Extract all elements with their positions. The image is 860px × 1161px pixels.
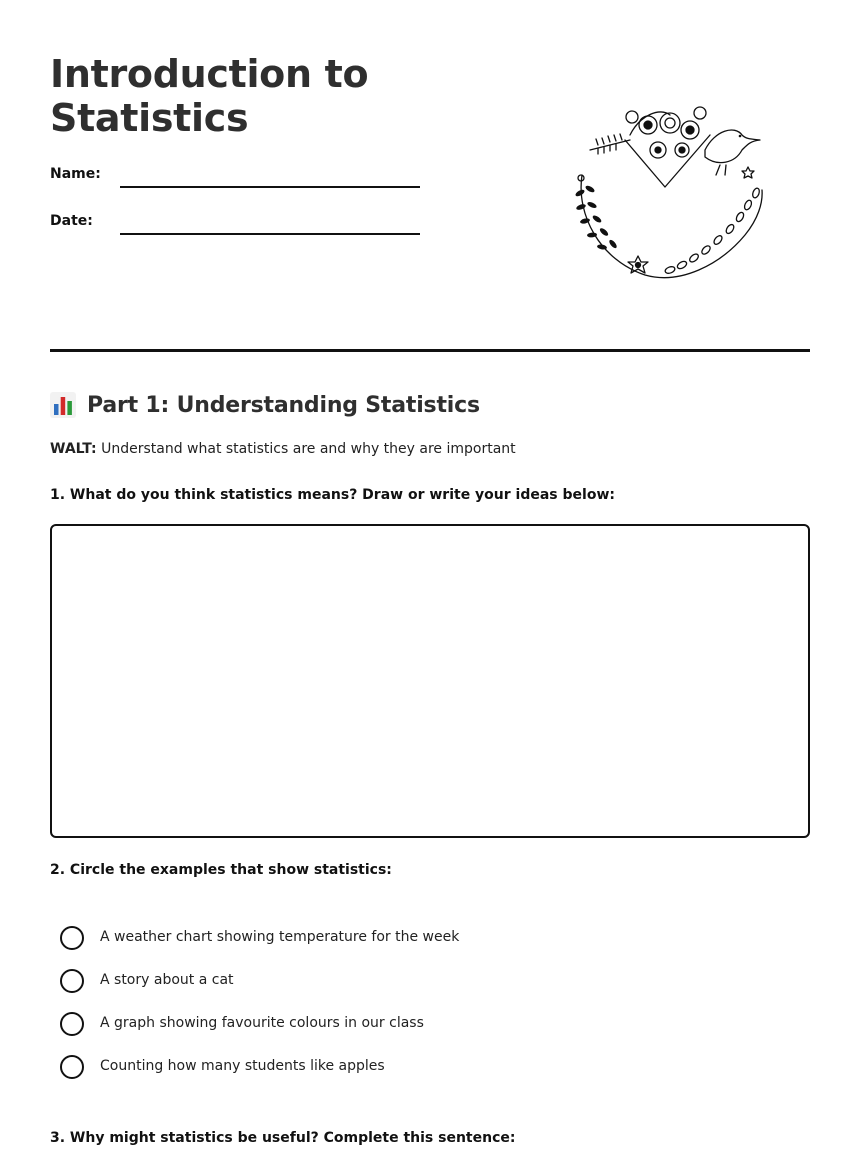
option-circle[interactable] xyxy=(60,1012,84,1036)
date-label: Date: xyxy=(50,213,93,229)
option-colours-graph[interactable] xyxy=(60,1011,760,1054)
date-field[interactable] xyxy=(50,213,420,237)
option-circle[interactable] xyxy=(60,969,84,993)
name-underline[interactable] xyxy=(120,186,420,188)
answer-draw-box[interactable] xyxy=(50,524,810,838)
question-3: 3. Why might statistics be useful? Complete this sentence: xyxy=(50,1130,516,1146)
question-2: 2. Circle the examples that show statistics: xyxy=(50,862,392,878)
option-label: Counting how many students like apples xyxy=(100,1058,385,1074)
question-1: 1. What do you think statistics means? Draw or write your ideas below: xyxy=(50,487,615,503)
page-title xyxy=(50,52,470,140)
option-label: A graph showing favourite colours in our class xyxy=(100,1015,424,1031)
name-label: Name: xyxy=(50,166,101,182)
option-weather-chart[interactable] xyxy=(60,925,760,968)
option-counting-apples[interactable] xyxy=(60,1054,760,1097)
walt-text: Understand what statistics are and why they are important xyxy=(96,441,516,457)
option-circle[interactable] xyxy=(60,1055,84,1079)
floral-wreath-bird-illustration xyxy=(570,95,775,287)
option-cat-story[interactable] xyxy=(60,968,760,1011)
title-line-2: Statistics xyxy=(50,96,249,140)
option-label: A story about a cat xyxy=(100,972,234,988)
date-underline[interactable] xyxy=(120,233,420,235)
option-circle[interactable] xyxy=(60,926,84,950)
title-line-1: Introduction to xyxy=(50,52,369,96)
part1-heading-text: Part 1: Understanding Statistics xyxy=(87,392,480,418)
circle-options-list xyxy=(60,925,760,1097)
walt-label: WALT: xyxy=(50,441,97,457)
worksheet-page xyxy=(50,0,810,1161)
walt-statement xyxy=(50,441,516,457)
part1-heading xyxy=(50,390,480,420)
bar-chart-icon xyxy=(50,392,76,418)
name-field[interactable] xyxy=(50,166,420,190)
option-label: A weather chart showing temperature for the week xyxy=(100,929,460,945)
section-divider xyxy=(50,349,810,352)
